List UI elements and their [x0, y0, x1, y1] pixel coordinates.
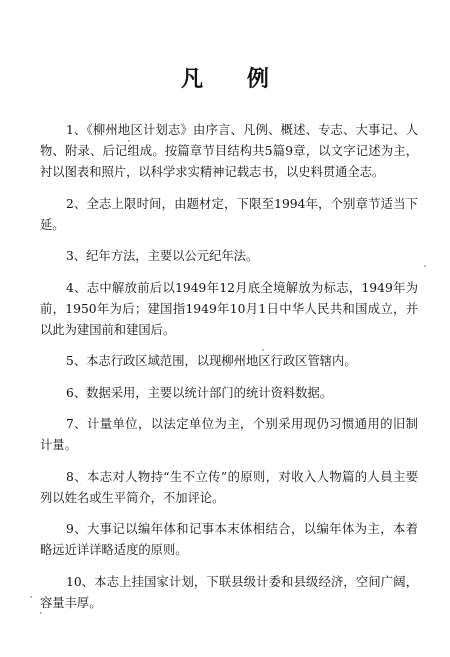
- scan-speck: [30, 596, 32, 598]
- convention-item-7: 7、计量单位，以法定单位为主，个别采用现仍习惯通用的旧制计量。: [40, 417, 418, 452]
- page-title: 凡 例: [181, 66, 287, 92]
- convention-item-5: 5、本志行政区域范围，以现柳州地区行政区管辖内。: [66, 354, 357, 368]
- scan-speck: [128, 140, 130, 142]
- convention-item-3: 3、纪年方法，主要以公元纪年法。: [66, 249, 259, 263]
- scan-speck: [262, 349, 264, 351]
- convention-item-2: 2、全志上限时间，由题材定，下限至1994年，个别章节适当下延。: [40, 196, 418, 232]
- convention-item-10: 10、本志上挂国家计划，下联县级计委和县级经济，空间广阔，容量丰厚。: [40, 574, 418, 610]
- convention-item-4: 4、志中解放前后以1949年12月底全境解放为标志，1949年为前，1950年为后；建国指1949年10月1日中华人民共和国成立，并以此为建国前和建国后。: [40, 280, 418, 337]
- convention-item-9: 9、大事记以编年体和记事本末体相结合，以编年体为主，本着略远近详详略适度的原则。: [40, 522, 418, 557]
- conventions-list: [40, 120, 418, 624]
- scan-speck: [424, 265, 426, 267]
- scan-speck: [40, 612, 42, 614]
- convention-item-1: 1、《柳州地区计划志》由序言、凡例、概述、专志、大事记、人物、附录、后记组成。按篇章节目结构共5篇9章，以文字记述为主，衬以图表和照片，以科学求实精神记载志书，以史料贯通全志。: [40, 123, 418, 179]
- convention-item-6: 6、数据采用，主要以统计部门的统计资料数据。: [66, 385, 333, 400]
- convention-item-8: 8、本志对人物持“生不立传”的原则，对收入人物篇的人員主要列以姓名或生平简介，不加评论。: [40, 469, 418, 505]
